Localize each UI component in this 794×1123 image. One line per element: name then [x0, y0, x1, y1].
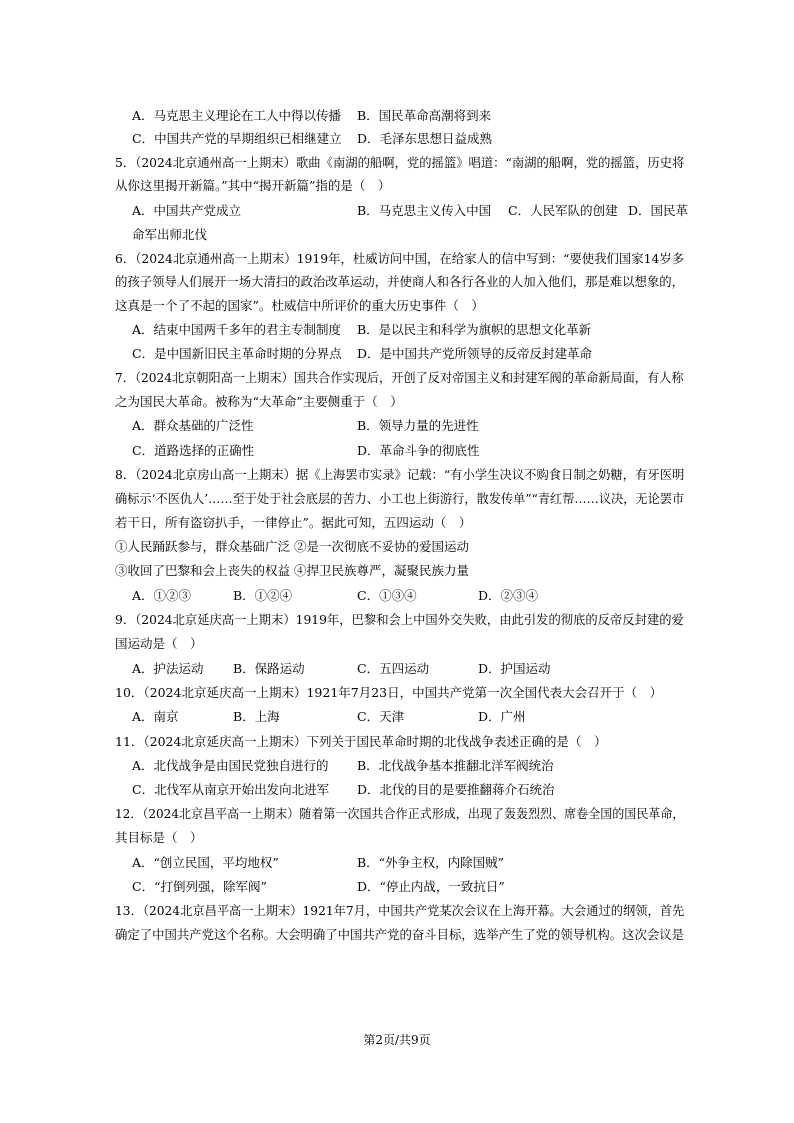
q9-option-b: B．保路运动 — [233, 661, 305, 676]
q13-stem-line-1: 13．（2024北京昌平高一上期末）1921年7月，中国共产党某次会议在上海开幕。大会通过的纲领，首先 — [115, 903, 685, 918]
q12-option-b: B．“外争主权，内除国贼” — [357, 855, 504, 870]
q10-option-b: B．上海 — [233, 709, 280, 724]
q11-option-a: A．北伐战争是由国民党独自进行的 — [132, 758, 329, 773]
q7-option-b: B．领导力量的先进性 — [357, 418, 479, 433]
q5-option-b: B．马克思主义传入中国 — [357, 203, 492, 218]
q5-option-d-continued: 命军出师北伐 — [132, 227, 208, 242]
q11-option-b: B．北伐战争基本推翻北洋军阀统治 — [357, 758, 554, 773]
q8-stem-line-2: 确标示‘不医仇人’……至于处于社会底层的苦力、小工也上街游行，散发传单”“青红帮……议决，无论罢市 — [115, 491, 685, 506]
q7-option-a: A．群众基础的广泛性 — [132, 418, 254, 433]
q12-stem-line-1: 12．（2024北京昌平高一上期末）随着第一次国共合作正式形成，出现了轰轰烈烈、席卷全国的国民革命， — [115, 806, 685, 821]
q9-option-a: A．护法运动 — [132, 661, 204, 676]
q6-option-a: A．结束中国两千多年的君主专制制度 — [132, 322, 342, 337]
q7-option-d: D．革命斗争的彻底性 — [357, 443, 480, 458]
q6-option-c: C．是中国新旧民主革命时期的分界点 — [132, 346, 342, 361]
q6-stem-line-1: 6．（2024北京通州高一上期末）1919年，杜威访问中国，在给家人的信中写到：“要使我们国家14岁多 — [115, 251, 685, 266]
q11-stem-line-1: 11．（2024北京延庆高一上期末）下列关于国民革命时期的北伐战争表述正确的是（ ） — [115, 734, 607, 749]
q5-option-d: D．国民革 — [628, 203, 689, 218]
q6-stem-line-3: 这真是一个了不起的国家”。杜威信中所评价的重大历史事件（ ） — [115, 298, 484, 313]
q8-option-d: D．②③④ — [478, 588, 539, 603]
q5-stem-line-1: 5．（2024北京通州高一上期末）歌曲《南湖的船啊，党的摇篮》唱道：“南湖的船啊，党的摇篮，历史将 — [115, 155, 685, 170]
q8-option-a: A．①②③ — [132, 588, 192, 603]
q5-option-a: A．中国共产党成立 — [132, 203, 242, 218]
q6-stem-line-2: 的孩子领导人们展开一场大清扫的政治改革运动，并使商人和各行各业的人加入他们，那是难以想象的， — [115, 274, 685, 289]
q5-stem-line-2: 从你这里揭开新篇。”其中“揭开新篇”指的是（ ） — [115, 178, 391, 193]
q10-option-d: D．广州 — [478, 709, 526, 724]
q8-statements-line-1: ①人民踊跃参与，群众基础广泛 ②是一次彻底不妥协的爱国运动 — [115, 539, 469, 554]
q6-option-b: B．是以民主和科学为旗帜的思想文化革新 — [357, 322, 592, 337]
q11-option-d: D．北伐的目的是要推翻蒋介石统治 — [357, 782, 555, 797]
q7-stem-line-1: 7．（2024北京朝阳高一上期末）国共合作实现后，开创了反对帝国主义和封建军阀的革命新局面，有人称 — [115, 370, 684, 385]
q10-option-a: A．南京 — [132, 709, 179, 724]
q9-stem-line-2: 国运动是（ ） — [115, 636, 203, 651]
q9-option-c: C．五四运动 — [357, 661, 430, 676]
q9-stem-line-1: 9．（2024北京延庆高一上期末）1919年，巴黎和会上中国外交失败，由此引发的彻底的反帝反封建的爱 — [115, 612, 684, 627]
q12-option-c: C．“打倒列强，除军阀” — [132, 879, 267, 894]
q7-option-c: C．道路选择的正确性 — [132, 443, 255, 458]
q10-stem-line-1: 10．（2024北京延庆高一上期末）1921年7月23日，中国共产党第一次全国代表大会召开于（ ） — [115, 685, 663, 700]
q8-statements-line-2: ③收回了巴黎和会上丧失的权益 ④捍卫民族尊严，凝聚民族力量 — [115, 563, 469, 578]
q11-option-c: C．北伐军从南京开始出发向北进军 — [132, 782, 330, 797]
q9-option-d: D．护国运动 — [478, 661, 551, 676]
q8-option-c: C．①③④ — [357, 588, 417, 603]
q4-option-a: A．马克思主义理论在工人中得以传播 — [132, 108, 342, 123]
q10-option-c: C．天津 — [357, 709, 405, 724]
q12-option-a: A．“创立民国，平均地权” — [132, 855, 279, 870]
q12-option-d: D．“停止内战，一致抗日” — [357, 879, 505, 894]
q8-stem-line-1: 8．（2024北京房山高一上期末）据《上海罢市实录》记载：“有小学生决议不购食日制之奶糖，有牙医明 — [115, 467, 685, 482]
q4-option-c: C．中国共产党的早期组织已相继建立 — [132, 131, 342, 146]
q7-stem-line-2: 之为国民大革命。被称为“大革命”主要侧重于（ ） — [115, 394, 403, 409]
q6-option-d: D．是中国共产党所领导的反帝反封建革命 — [357, 346, 593, 361]
q12-stem-line-2: 其目标是（ ） — [115, 830, 203, 845]
q5-option-c: C．人民军队的创建 — [508, 203, 618, 218]
q8-option-b: B．①②④ — [233, 588, 293, 603]
page-number-footer: 第2页/共9页 — [363, 1033, 431, 1047]
q13-stem-line-2: 确定了中国共产党这个名称。大会明确了中国共产党的奋斗目标，选举产生了党的领导机构。这次会议是 — [115, 927, 685, 942]
q8-stem-line-3: 若干日，所有盗窃扒手，一律停止”。据此可知，五四运动（ ） — [115, 515, 472, 530]
q4-option-d: D．毛泽东思想日益成熟 — [357, 131, 493, 146]
q4-option-b: B．国民革命高潮将到来 — [357, 108, 492, 123]
